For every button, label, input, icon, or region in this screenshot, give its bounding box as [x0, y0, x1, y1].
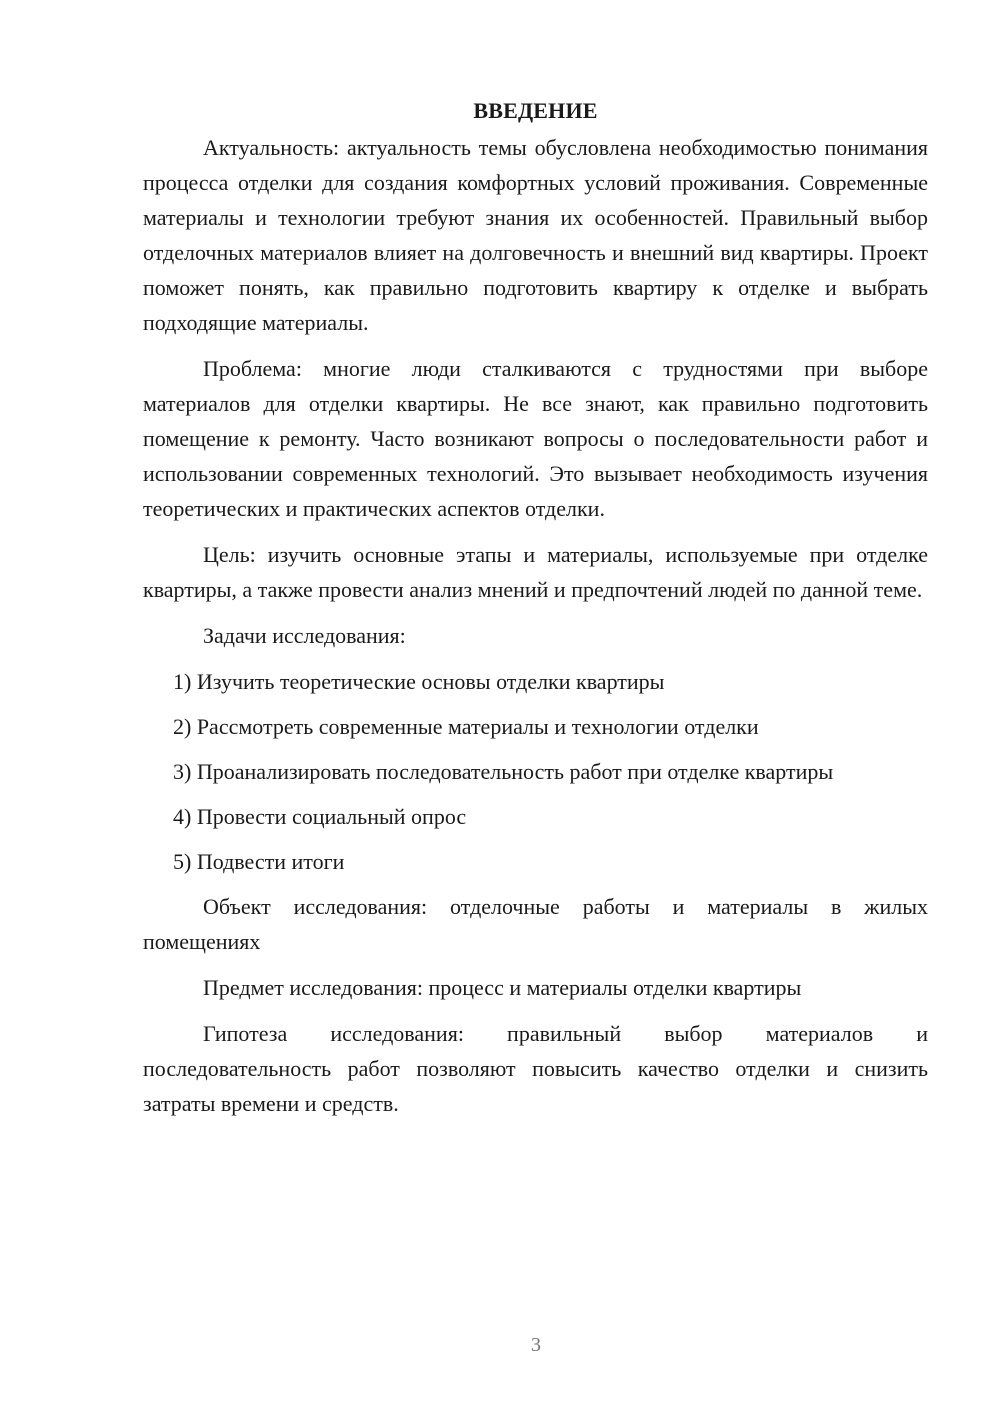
paragraph-hypothesis: Гипотеза исследования: правильный выбор материалов и последовательность работ позволяют повысить качество отделки и снизить затраты времени и средств. [143, 1021, 928, 1116]
task-item: 3) Проанализировать последовательность работ при отделке квартиры [173, 759, 834, 784]
paragraph-goal: Цель: изучить основные этапы и материалы, используемые при отделке квартиры, а также провести анализ мнений и предпочтений людей по данной теме. [143, 542, 928, 602]
paragraph-subject: Предмет исследования: процесс и материалы отделки квартиры [203, 975, 802, 1000]
tasks-heading: Задачи исследования: [203, 623, 406, 648]
paragraph-relevance: Актуальность: актуальность темы обусловлена необходимостью понимания процесса отделки для создания комфортных условий проживания. Современные материалы и технологии требуют знания их особенностей. Правильный выбор отделочных материалов влияет на долговечность и внешний вид квартиры. Проект поможет понять, как правильно подготовить квартиру к отделке и выбрать подходящие материалы. [143, 135, 928, 335]
page-content [143, 96, 928, 1132]
task-item: 4) Провести социальный опрос [173, 804, 467, 829]
paragraph-object: Объект исследования: отделочные работы и материалы в жилых помещениях [143, 894, 928, 954]
task-item: 2) Рассмотреть современные материалы и технологии отделки [173, 714, 759, 739]
task-item: 1) Изучить теоретические основы отделки квартиры [173, 669, 665, 694]
paragraph-problem: Проблема: многие люди сталкиваются с трудностями при выборе материалов для отделки квартиры. Не все знают, как правильно подготовить помещение к ремонту. Часто возникают вопросы о последовательности работ и использовании современных технологий. Это вызывает необходимость изучения теоретических и практических аспектов отделки. [143, 356, 928, 521]
page-number: 3 [531, 1334, 541, 1356]
task-item: 5) Подвести итоги [173, 849, 345, 874]
section-title: ВВЕДЕНИЕ [473, 98, 598, 123]
